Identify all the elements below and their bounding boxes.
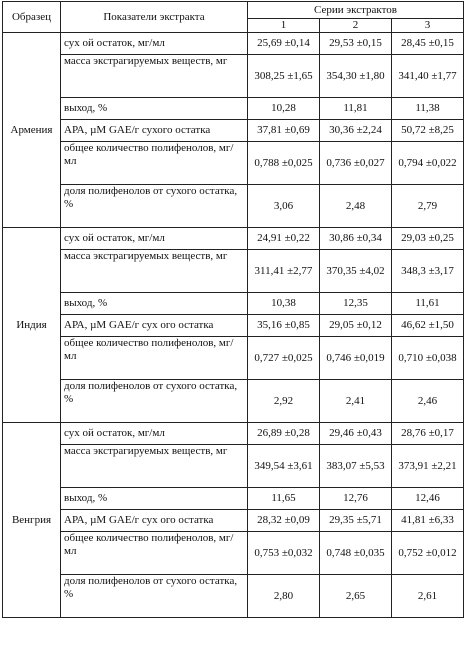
- table-row: [3, 423, 464, 445]
- series-value: 10,38: [248, 293, 320, 315]
- series-value: 25,69 ±0,14: [248, 33, 320, 55]
- table-row: [3, 488, 464, 510]
- series-value: 2,80: [248, 575, 320, 618]
- series-value: 37,81 ±0,69: [248, 120, 320, 142]
- series-value: 0,727 ±0,025: [248, 337, 320, 380]
- table-row: [3, 510, 464, 532]
- series-value: 354,30 ±1,80: [320, 55, 392, 98]
- header-series: Серии экстрактов: [248, 2, 464, 19]
- table-row: [3, 250, 464, 293]
- table-row: [3, 142, 464, 185]
- table-row: [3, 315, 464, 337]
- series-value: 2,41: [320, 380, 392, 423]
- table-row: [3, 575, 464, 618]
- series-value: 0,753 ±0,032: [248, 532, 320, 575]
- series-value: 0,748 ±0,035: [320, 532, 392, 575]
- series-value: 11,38: [392, 98, 464, 120]
- sample-name: Венгрия: [3, 423, 61, 618]
- series-value: 11,61: [392, 293, 464, 315]
- series-value: 2,46: [392, 380, 464, 423]
- table-row: [3, 185, 464, 228]
- sample-name: Армения: [3, 33, 61, 228]
- indicator-label: выход, %: [61, 293, 248, 315]
- indicator-label: АРА, µM GAE/г сухого остатка: [61, 120, 248, 142]
- series-value: 0,752 ±0,012: [392, 532, 464, 575]
- sample-name: Индия: [3, 228, 61, 423]
- indicator-label: сух ой остаток, мг/мл: [61, 228, 248, 250]
- indicator-label: доля полифенолов от сухого остатка, %: [61, 185, 248, 228]
- series-value: 311,41 ±2,77: [248, 250, 320, 293]
- series-value: 2,48: [320, 185, 392, 228]
- series-value: 349,54 ±3,61: [248, 445, 320, 488]
- series-value: 28,32 ±0,09: [248, 510, 320, 532]
- series-value: 11,65: [248, 488, 320, 510]
- indicator-label: масса экстрагируемых веществ, мг: [61, 55, 248, 98]
- series-value: 46,62 ±1,50: [392, 315, 464, 337]
- series-value: 35,16 ±0,85: [248, 315, 320, 337]
- table-row: [3, 55, 464, 98]
- indicator-label: масса экстрагируемых веществ, мг: [61, 445, 248, 488]
- series-value: 341,40 ±1,77: [392, 55, 464, 98]
- series-value: 28,76 ±0,17: [392, 423, 464, 445]
- series-value: 11,81: [320, 98, 392, 120]
- table-row: [3, 380, 464, 423]
- series-value: 12,35: [320, 293, 392, 315]
- indicator-label: выход, %: [61, 98, 248, 120]
- series-value: 50,72 ±8,25: [392, 120, 464, 142]
- series-value: 10,28: [248, 98, 320, 120]
- indicator-label: сух ой остаток, мг/мл: [61, 33, 248, 55]
- series-value: 3,06: [248, 185, 320, 228]
- series-value: 30,36 ±2,24: [320, 120, 392, 142]
- series-value: 12,76: [320, 488, 392, 510]
- indicator-label: выход, %: [61, 488, 248, 510]
- indicator-label: масса экстрагируемых веществ, мг: [61, 250, 248, 293]
- table-row: [3, 532, 464, 575]
- series-value: 29,03 ±0,25: [392, 228, 464, 250]
- table-row: [3, 98, 464, 120]
- table-row: [3, 337, 464, 380]
- series-value: 28,45 ±0,15: [392, 33, 464, 55]
- series-value: 0,788 ±0,025: [248, 142, 320, 185]
- series-value: 29,05 ±0,12: [320, 315, 392, 337]
- table-row: [3, 293, 464, 315]
- series-value: 29,35 ±5,71: [320, 510, 392, 532]
- series-value: 2,65: [320, 575, 392, 618]
- series-value: 370,35 ±4,02: [320, 250, 392, 293]
- series-value: 383,07 ±5,53: [320, 445, 392, 488]
- table-row: [3, 228, 464, 250]
- series-value: 0,746 ±0,019: [320, 337, 392, 380]
- header-series-number: 2: [320, 19, 392, 33]
- indicator-label: АРА, µM GAE/г сух ого остатка: [61, 510, 248, 532]
- indicator-label: доля полифенолов от сухого остатка, %: [61, 575, 248, 618]
- indicator-label: доля полифенолов от сухого остатка, %: [61, 380, 248, 423]
- series-value: 24,91 ±0,22: [248, 228, 320, 250]
- header-series-number: 1: [248, 19, 320, 33]
- table-row: [3, 33, 464, 55]
- indicator-label: АРА, µM GAE/г сух ого остатка: [61, 315, 248, 337]
- header-indicator: Показатели экстракта: [61, 2, 248, 33]
- indicator-label: сух ой остаток, мг/мл: [61, 423, 248, 445]
- series-value: 2,92: [248, 380, 320, 423]
- series-value: 0,736 ±0,027: [320, 142, 392, 185]
- table-body: [3, 33, 464, 618]
- series-value: 41,81 ±6,33: [392, 510, 464, 532]
- series-value: 0,710 ±0,038: [392, 337, 464, 380]
- header-sample: Образец: [3, 2, 61, 33]
- indicator-label: общее количество полифенолов, мг/мл: [61, 337, 248, 380]
- table-row: [3, 445, 464, 488]
- extract-data-table: [2, 1, 464, 618]
- series-value: 12,46: [392, 488, 464, 510]
- series-value: 308,25 ±1,65: [248, 55, 320, 98]
- series-value: 2,79: [392, 185, 464, 228]
- series-value: 29,46 ±0,43: [320, 423, 392, 445]
- series-value: 348,3 ±3,17: [392, 250, 464, 293]
- series-value: 2,61: [392, 575, 464, 618]
- indicator-label: общее количество полифенолов, мг/мл: [61, 142, 248, 185]
- series-value: 30,86 ±0,34: [320, 228, 392, 250]
- table-row: [3, 120, 464, 142]
- series-value: 373,91 ±2,21: [392, 445, 464, 488]
- series-value: 29,53 ±0,15: [320, 33, 392, 55]
- series-value: 0,794 ±0,022: [392, 142, 464, 185]
- indicator-label: общее количество полифенолов, мг/мл: [61, 532, 248, 575]
- header-series-number: 3: [392, 19, 464, 33]
- series-value: 26,89 ±0,28: [248, 423, 320, 445]
